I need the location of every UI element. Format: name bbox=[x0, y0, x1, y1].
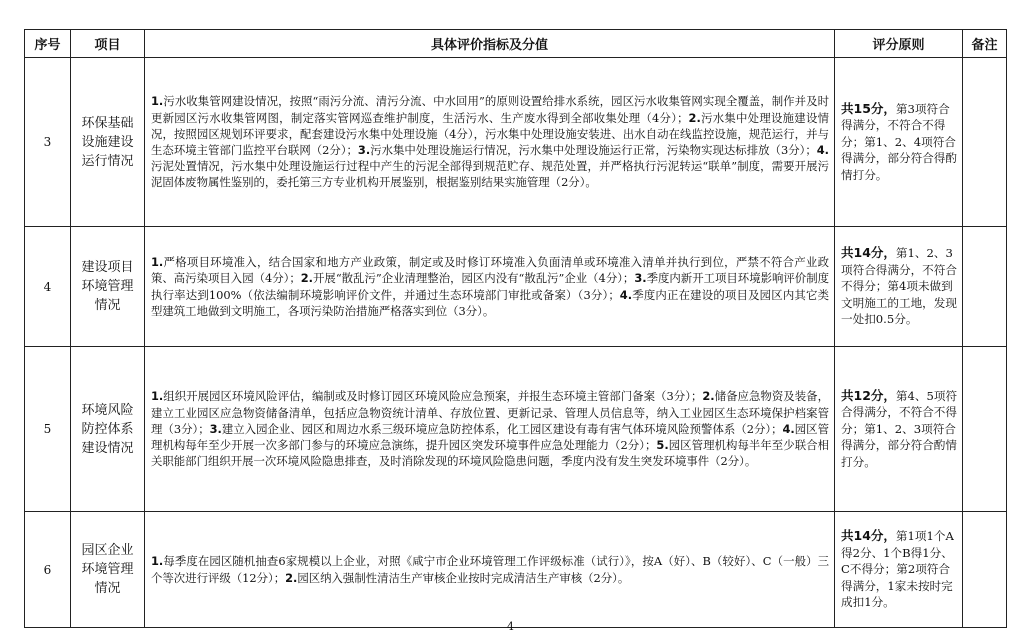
indicator-text: 严格项目环境准入，结合国家和地方产业政策，制定或及时修订环境准入负面清单或环境准入清单并执行到位，严禁不符合产业政策、高污染项目入园（4分）； bbox=[151, 255, 829, 286]
indicator-text: 每季度在园区随机抽查6家规模以上企业，对照《咸宁市企业环境管理工作评级标准（试行）》，按A（好）、B（较好）、C（一般）三个等次进行评级（12分）； bbox=[151, 554, 829, 585]
scoring-total: 共14分， bbox=[841, 528, 896, 544]
row-seq: 5 bbox=[25, 347, 71, 512]
header-seq: 序号 bbox=[25, 30, 71, 58]
row-seq: 3 bbox=[25, 58, 71, 227]
indicator-text: 污水集中处理设施建设情况，按照园区规划环评要求，配套建设污水集中处理设施（4分），污水集中处理设施安装进、出水自动在线监控设施，规范运行，并与生态环境主管部门监控平台联网（2分）； bbox=[151, 110, 829, 157]
indicator-number: 3. bbox=[357, 143, 371, 157]
indicator-text: 季度内正在建设的项目及园区内其它类型建筑工地做到文明施工，各项污染防治措施严格落实到位（3分）。 bbox=[151, 287, 829, 318]
indicator-number: 1. bbox=[151, 554, 164, 569]
indicator-text: 季度内新开工项目环境影响评价制度执行率达到100%（依法编制环境影响评价文件，并通过生态环境部门审批或备案）（3分）； bbox=[151, 271, 829, 302]
row-remark bbox=[963, 58, 1007, 227]
indicator-text: 开展“散乱污”企业清理整治，园区内没有“散乱污”企业（4分）； bbox=[313, 271, 635, 286]
row-project: 建设项目环境管理情况 bbox=[71, 227, 145, 347]
evaluation-table bbox=[24, 29, 1007, 628]
table-row bbox=[25, 227, 1007, 347]
row-scoring bbox=[835, 347, 963, 512]
row-seq: 6 bbox=[25, 512, 71, 628]
row-project: 环境风险防控体系建设情况 bbox=[71, 347, 145, 512]
indicator-text: 污水集中处理设施运行情况，污水集中处理设施运行正常，污染物实现达标排放（3分）； bbox=[370, 143, 817, 157]
row-scoring bbox=[835, 512, 963, 628]
indicator-number: 2. bbox=[702, 389, 715, 404]
indicator-text: 污泥处置情况，污水集中处理设施运行过程中产生的污泥全部得到规范贮存、规范处置，并严格执行污泥转运“联单”制度，需要开展污泥固体废物属性鉴别的，委托第三方专业机构开展鉴别，根据鉴别结果实施管理（2分）。 bbox=[151, 159, 829, 190]
scoring-total: 共14分， bbox=[841, 245, 896, 261]
indicator-number: 3. bbox=[209, 421, 222, 436]
row-seq: 4 bbox=[25, 227, 71, 347]
indicator-number: 4. bbox=[619, 287, 633, 302]
indicator-number: 3. bbox=[634, 271, 647, 286]
indicator-number: 2. bbox=[300, 271, 314, 286]
scoring-text: 第3项符合得满分，不符合不得分；第1、2、4项符合得满分，部分符合得酌情打分。 bbox=[841, 101, 957, 182]
indicator-number: 2. bbox=[688, 110, 701, 125]
scoring-total: 共15分， bbox=[841, 100, 896, 116]
row-project: 环保基础设施建设运行情况 bbox=[71, 58, 145, 227]
indicator-text: 污水收集管网建设情况，按照“雨污分流、清污分流、中水回用”的原则设置给排水系统，园区污水收集管网实现全覆盖，制作并及时更新园区污水收集管网图，制定落实管网巡查维护制度，生活污水、生产废水得到全部收集处理（4分）； bbox=[151, 94, 829, 125]
row-remark bbox=[963, 227, 1007, 347]
indicator-text: 园区管理机构每年至少开展一次多部门参与的环境应急演练，提升园区突发环境事件应急处理能力（2分）； bbox=[151, 421, 829, 453]
row-scoring bbox=[835, 58, 963, 227]
row-indicators bbox=[145, 512, 835, 628]
scoring-text: 第1、2、3项符合得满分，不符合不得分；第4项未做到文明施工的工地，发现一处扣0.5分。 bbox=[841, 246, 957, 327]
indicator-text: 储备应急物资及装备，建立工业园区应急物资储备清单，包括应急物资统计清单、存放位置、更新记录、管理人员信息等，纳入工业园区生态环境保护档案管理（3分）； bbox=[151, 389, 829, 436]
indicator-number: 4. bbox=[782, 421, 795, 436]
row-remark bbox=[963, 347, 1007, 512]
header-remarks: 备注 bbox=[963, 30, 1007, 58]
indicator-text: 建立入园企业、园区和周边水系三级环境应急防控体系，化工园区建设有毒有害气体环境风险预警体系（2分）； bbox=[221, 421, 783, 436]
scoring-text: 第1项1个A得2分、1个B得1分、C不得分；第2项符合得满分，1家未按时完成扣1分。 bbox=[841, 529, 954, 610]
indicator-number: 1. bbox=[151, 94, 164, 109]
row-indicators bbox=[145, 227, 835, 347]
indicator-text: 园区管理机构每半年至少联合相关职能部门组织开展一次环境风险隐患排查，及时消除发现的环境风险隐患问题，季度内没有发生突发环境事件（2分）。 bbox=[151, 438, 829, 469]
scoring-text: 第4、5项符合得满分，不符合不得分；第1、2、3项符合得满分，部分符合酌情打分。 bbox=[841, 388, 958, 469]
header-indicators: 具体评价指标及分值 bbox=[145, 30, 835, 58]
row-remark bbox=[963, 512, 1007, 628]
header-scoring: 评分原则 bbox=[835, 30, 963, 58]
table-row bbox=[25, 347, 1007, 512]
row-scoring bbox=[835, 227, 963, 347]
page-number: 4 bbox=[507, 620, 514, 633]
header-row bbox=[25, 30, 1007, 58]
indicator-text: 组织开展园区环境风险评估，编制或及时修订园区环境风险应急预案，并报生态环境主管部门备案（3分）； bbox=[163, 389, 703, 404]
indicator-number: 2. bbox=[285, 570, 298, 585]
row-indicators bbox=[145, 347, 835, 512]
indicator-text: 园区纳入强制性清洁生产审核企业按时完成清洁生产审核（2分）。 bbox=[297, 570, 630, 585]
row-indicators bbox=[145, 58, 835, 227]
scoring-total: 共12分， bbox=[841, 387, 896, 403]
indicator-number: 4. bbox=[816, 143, 829, 157]
indicator-number: 5. bbox=[656, 438, 669, 453]
indicator-number: 1. bbox=[151, 255, 164, 270]
header-project: 项目 bbox=[71, 30, 145, 58]
table-row bbox=[25, 512, 1007, 628]
row-project: 园区企业环境管理情况 bbox=[71, 512, 145, 628]
table-row bbox=[25, 58, 1007, 227]
indicator-number: 1. bbox=[151, 389, 164, 404]
